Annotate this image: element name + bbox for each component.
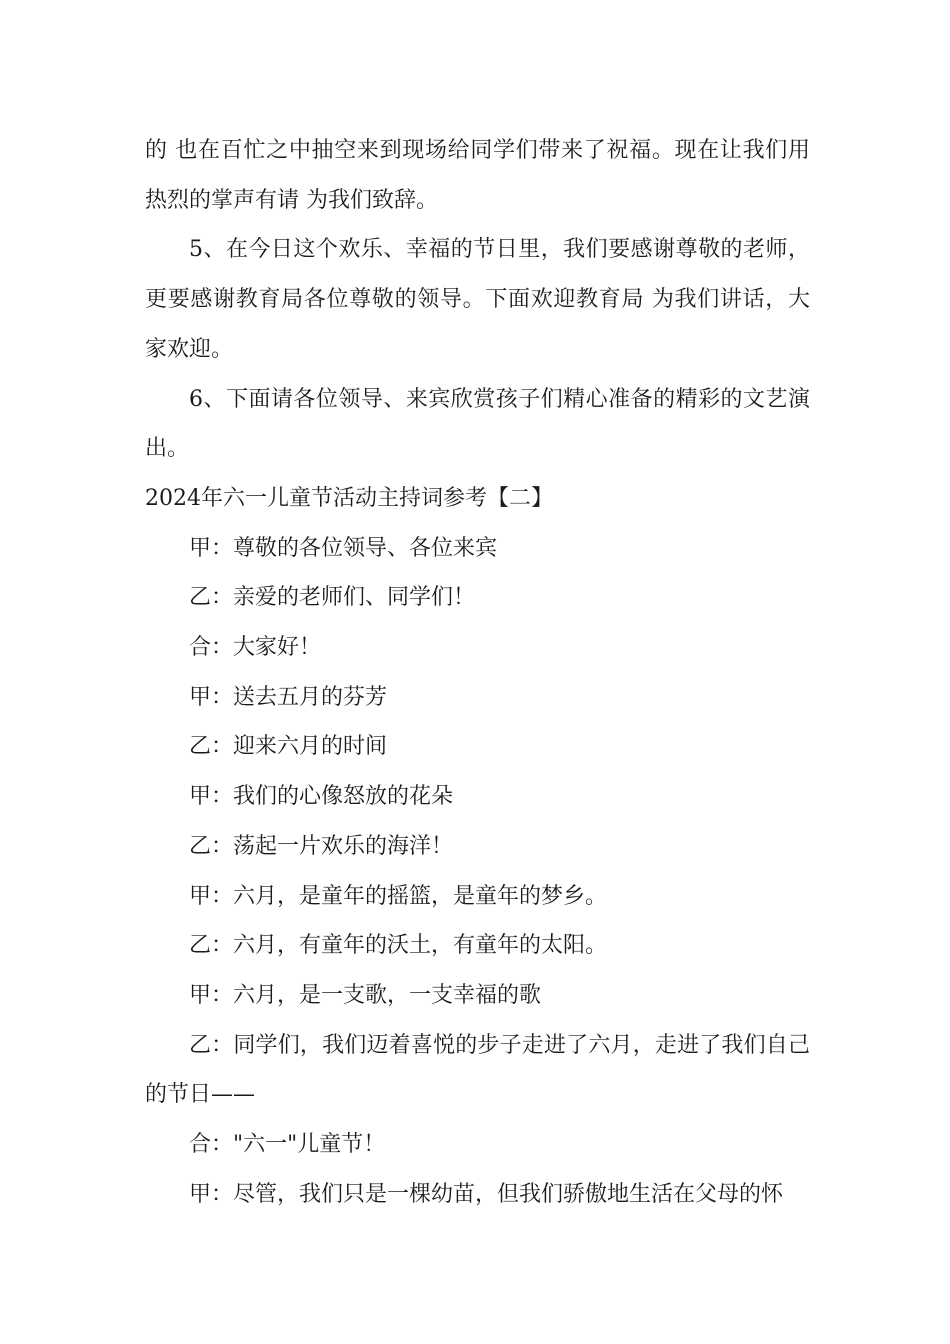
dialogue-line: 乙：同学们，我们迈着喜悦的步子走进了六月，走进了我们自己的节日—— bbox=[145, 1032, 810, 1108]
dialogue-line: 甲：送去五月的芬芳 bbox=[189, 684, 388, 710]
dialogue-line: 甲：尊敬的各位领导、各位来宾 bbox=[189, 535, 498, 561]
dialogue-line: 乙：亲爱的老师们、同学们！ bbox=[189, 585, 476, 611]
paragraph: 5、在今日这个欢乐、幸福的节日里，我们要感谢尊敬的老师，更要感谢教育局各位尊敬的领导。下面欢迎教育局 为我们讲话，大家欢迎。 bbox=[145, 237, 810, 362]
dialogue-line: 甲：我们的心像怒放的花朵 bbox=[189, 784, 454, 810]
dialogue-line: 甲：尽管，我们只是一棵幼苗，但我们骄傲地生活在父母的怀 bbox=[189, 1181, 784, 1207]
dialogue-line: 乙：荡起一片欢乐的海洋！ bbox=[189, 833, 454, 859]
paragraph: 的 也在百忙之中抽空来到现场给同学们带来了祝福。现在让我们用热烈的掌声有请 为我们致辞。 bbox=[145, 138, 810, 213]
section-heading: 2024年六一儿童节活动主持词参考【二】 bbox=[145, 485, 553, 511]
paragraph: 6、下面请各位领导、来宾欣赏孩子们精心准备的精彩的文艺演出。 bbox=[145, 386, 810, 462]
dialogue-line: 甲：六月，是童年的摇篮，是童年的梦乡。 bbox=[189, 883, 608, 909]
dialogue-line: 合："六一"儿童节！ bbox=[189, 1132, 386, 1158]
document-body bbox=[145, 126, 810, 1219]
dialogue-line: 合：大家好！ bbox=[189, 635, 322, 661]
dialogue-line: 甲：六月，是一支歌，一支幸福的歌 bbox=[189, 982, 542, 1008]
dialogue-line: 乙：迎来六月的时间 bbox=[189, 734, 388, 760]
dialogue-line: 乙：六月，有童年的沃土，有童年的太阳。 bbox=[189, 933, 608, 959]
